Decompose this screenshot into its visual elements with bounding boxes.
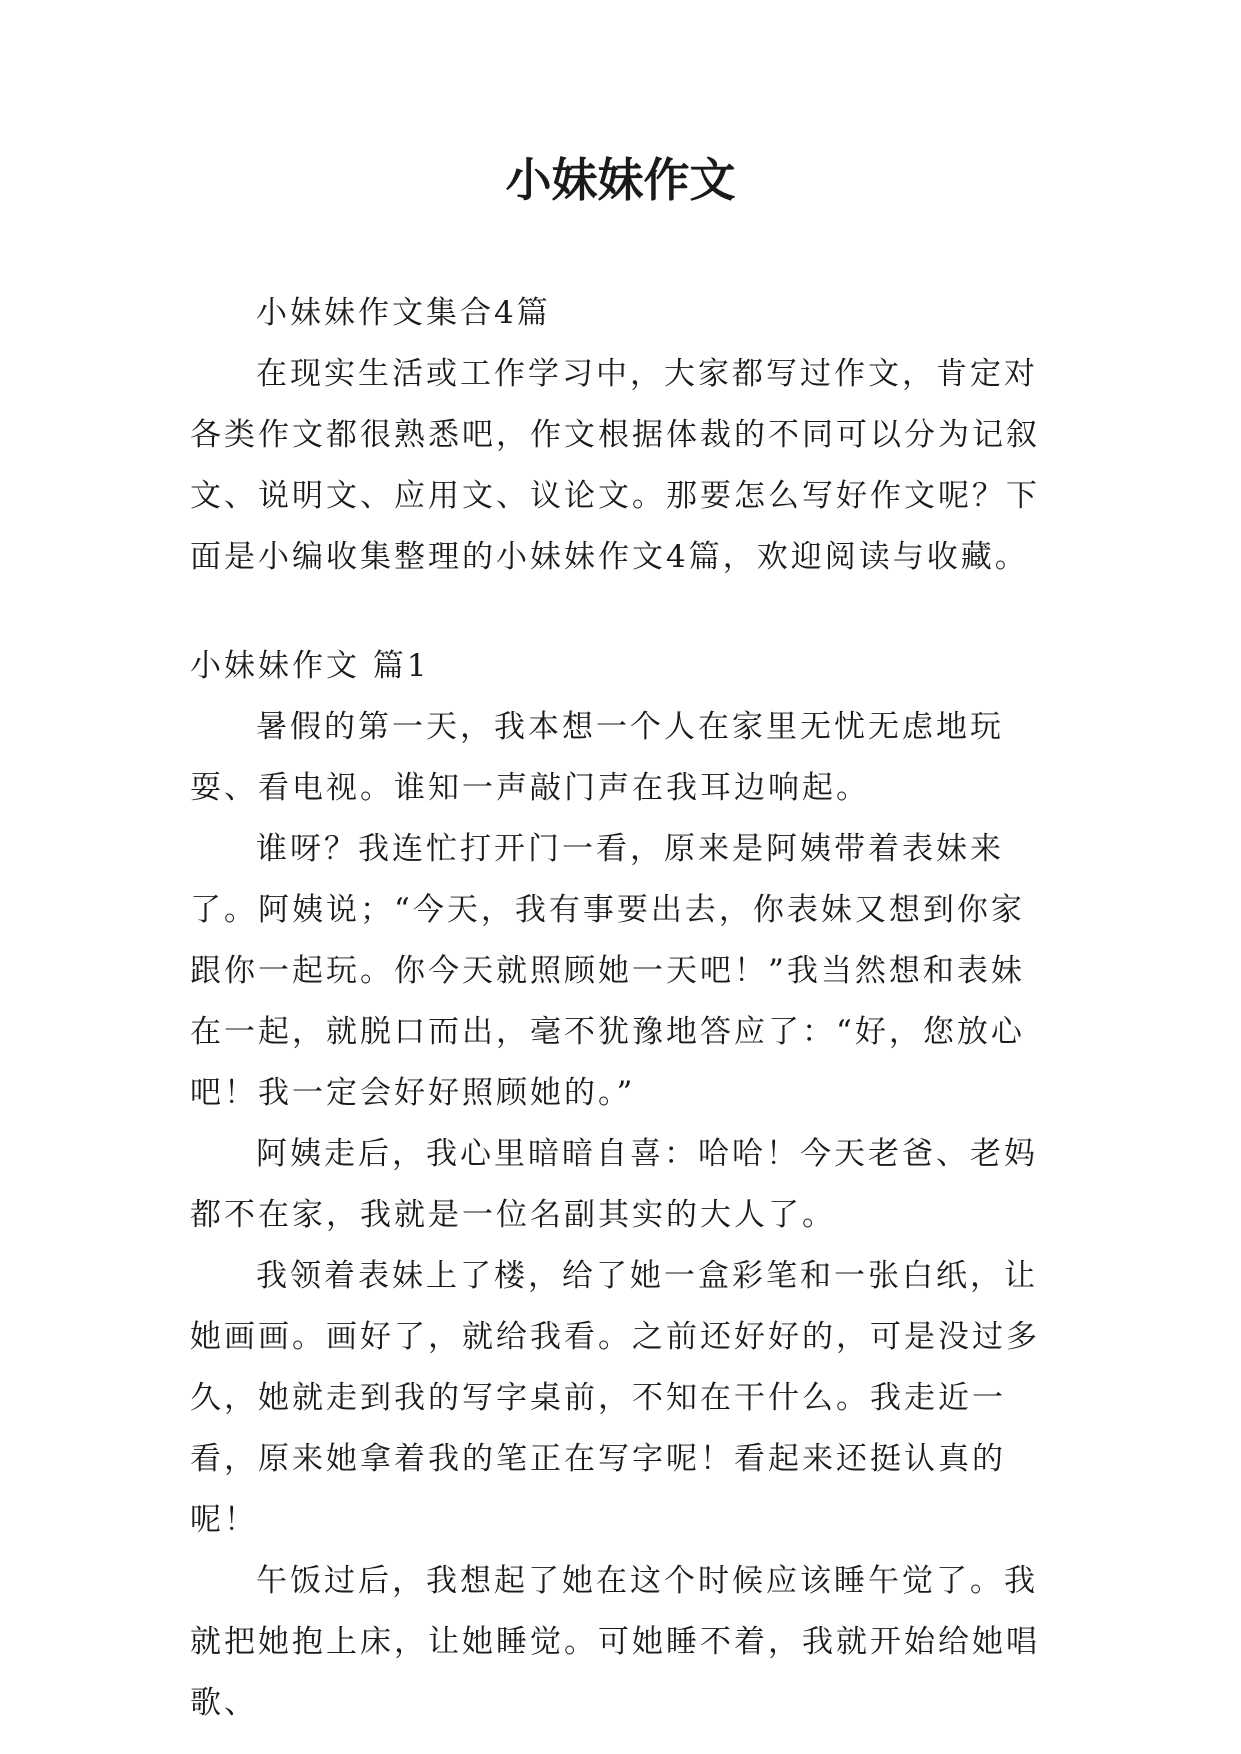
section-heading: 小妹妹作文 篇1 xyxy=(190,648,430,684)
document-body xyxy=(190,283,1050,1734)
document-title: 小妹妹作文 xyxy=(505,153,736,207)
body-paragraph: 阿姨走后，我心里暗暗自喜：哈哈！今天老爸、老妈都不在家，我就是一位名副其实的大人了。 xyxy=(190,1136,1038,1233)
body-paragraph: 午饭过后，我想起了她在这个时候应该睡午觉了。我就把她抱上床，让她睡觉。可她睡不着，我就开始给她唱歌、 xyxy=(190,1563,1040,1721)
intro-paragraph: 在现实生活或工作学习中，大家都写过作文，肯定对各类作文都很熟悉吧，作文根据体裁的不同可以分为记叙文、说明文、应用文、议论文。那要怎么写好作文呢？下面是小编收集整理的小妹妹作文4篇，欢迎阅读与收藏。 xyxy=(190,356,1040,575)
body-paragraph: 我领着表妹上了楼，给了她一盒彩笔和一张白纸，让她画画。画好了，就给我看。之前还好好的，可是没过多久，她就走到我的写字桌前，不知在干什么。我走近一看，原来她拿着我的笔正在写字呢！看起来还挺认真的呢！ xyxy=(190,1258,1040,1538)
body-paragraph: 暑假的第一天，我本想一个人在家里无忧无虑地玩耍、看电视。谁知一声敲门声在我耳边响起。 xyxy=(190,709,1004,806)
collection-subtitle: 小妹妹作文集合4篇 xyxy=(256,295,551,331)
section-spacer xyxy=(190,588,1050,636)
body-paragraph: 谁呀？我连忙打开门一看，原来是阿姨带着表妹来了。阿姨说；“今天，我有事要出去，你表妹又想到你家跟你一起玩。你今天就照顾她一天吧！”我当然想和表妹在一起，就脱口而出，毫不犹豫地答应了：“好，您放心吧！我一定会好好照顾她的。” xyxy=(190,831,1025,1111)
